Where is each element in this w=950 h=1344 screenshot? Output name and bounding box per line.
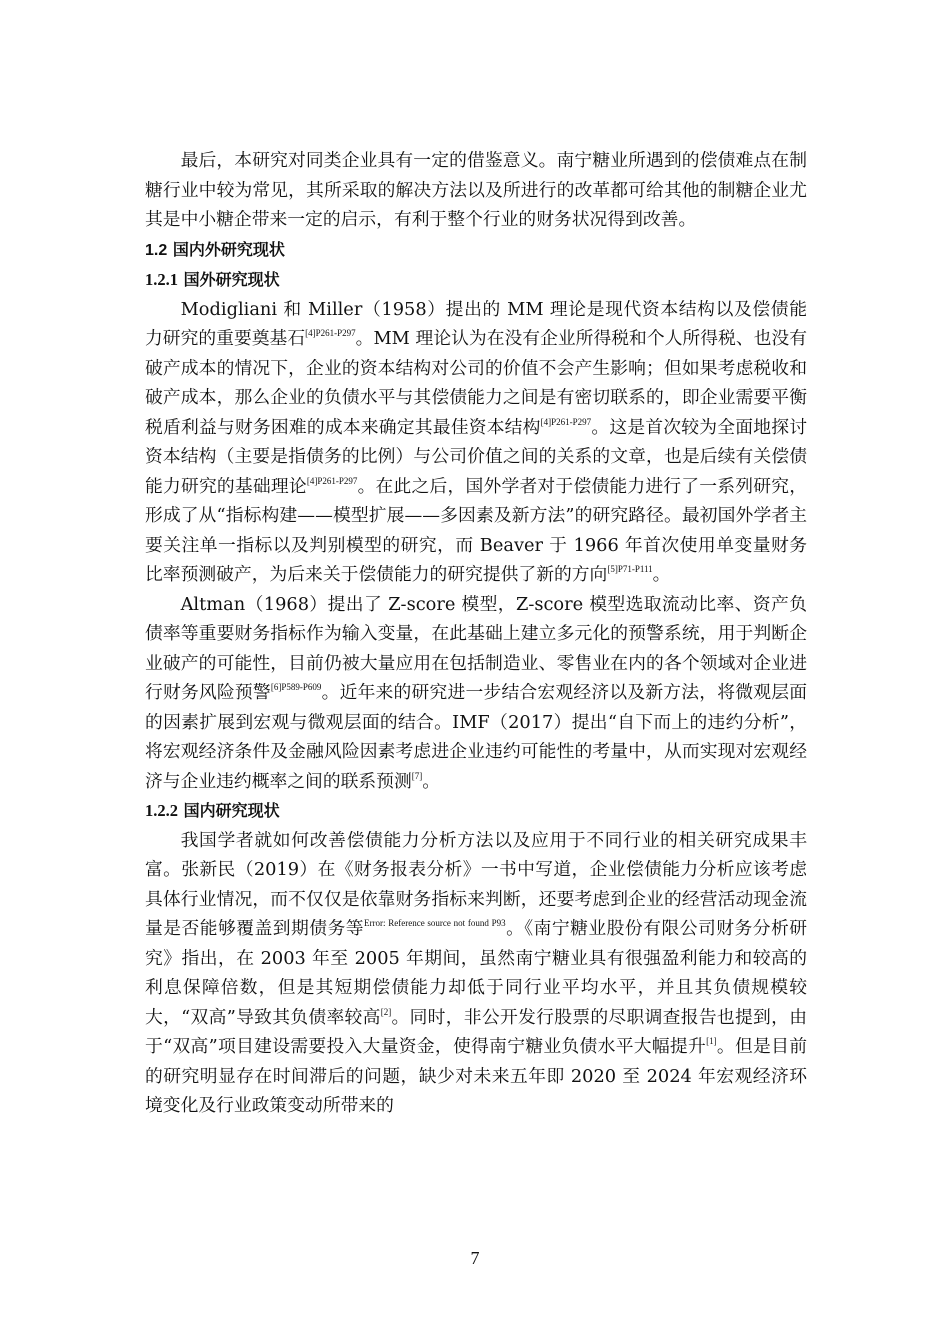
- text-run: 。: [422, 770, 441, 792]
- text-run: 。在此之后，国外学者对于偿债能力进行了一系列研究，形成了从“指标构建——模型扩展——多因素及新方法”的研究路径。最初国外学者主要关注单一指标以及判别模型的研究，而 Beaver 于 1966 年首次使用单变量财务比率预测破产，为后来关于偿债能力的研究提供了新的方向: [145, 475, 807, 585]
- paragraph-significance: [145, 146, 807, 235]
- citation-superscript: [2]: [380, 1006, 392, 1017]
- citation-superscript: [6]P589-P609: [270, 682, 322, 693]
- section-title: 国外研究现状: [183, 270, 280, 289]
- section-title: 国内外研究现状: [172, 239, 285, 259]
- citation-superscript: [4]P261-P297: [305, 328, 356, 339]
- text-run: 。《南宁糖业股份有限公司财务分析研究》指出，在 2003 年至 2005 年期间，虽然南宁糖业具有很强盈利能力和较高的利息保障倍数，但是其短期偿债能力却低于同行业平均水平，并且其负债规模较大，“双高”导致其负债率较高: [145, 918, 807, 1028]
- section-title: 国内研究现状: [183, 801, 280, 820]
- paragraph-mm-theory: [145, 295, 807, 590]
- section-number: 1.2: [145, 241, 168, 259]
- paragraph-altman: [145, 590, 807, 797]
- section-number: 1.2.1: [145, 270, 178, 289]
- citation-superscript: Error: Reference source not found P93: [364, 918, 506, 929]
- text-run: 。近年来的研究进一步结合宏观经济以及新方法，将微观层面的因素扩展到宏观与微观层面的结合。IMF（2017）提出“自下而上的违约分析”，将宏观经济条件及金融风险因素考虑进企业违约可能性的考量中，从而实现对宏观经济与企业违约概率之间的联系预测: [145, 682, 807, 792]
- section-heading-1-2-2: [145, 796, 807, 826]
- paragraph-domestic-research: [145, 826, 807, 1121]
- citation-superscript: [4]P261-P297: [306, 475, 358, 486]
- citation-superscript: [5]P71-P111: [607, 564, 653, 575]
- citation-superscript: [4]P261-P297: [540, 416, 592, 427]
- page-number: 7: [470, 1248, 480, 1268]
- text-run: 最后，本研究对同类企业具有一定的借鉴意义。南宁糖业所遇到的偿债难点在制糖行业中较为常见，其所采取的解决方法以及所进行的改革都可给其他的制糖企业尤其是中小糖企带来一定的启示，有利于整个行业的财务状况得到改善。: [145, 150, 807, 230]
- text-run: Modigliani 和 Miller（1958）提出的 MM 理论是现代资本结构以及偿债能力研究的重要奠基石: [145, 298, 807, 349]
- text-run: 。同时，非公开发行股票的尽职调查报告也提到，由于“双高”项目建设需要投入大量资金，使得南宁糖业负债水平大幅提升: [145, 1006, 807, 1057]
- section-number: 1.2.2: [145, 801, 178, 820]
- text-run: 我国学者就如何改善偿债能力分析方法以及应用于不同行业的相关研究成果丰富。张新民（2019）在《财务报表分析》一书中写道，企业偿债能力分析应该考虑具体行业情况，而不仅仅是依靠财务指标来判断，还要考虑到企业的经营活动现金流量是否能够覆盖到期债务等: [145, 829, 807, 939]
- text-run: 。: [652, 564, 671, 585]
- citation-superscript: [1]: [706, 1036, 717, 1047]
- section-heading-1-2: [145, 235, 807, 266]
- text-run: 。但是目前的研究明显存在时间滞后的问题，缺少对未来五年即 2020 至 2024 年宏观经济环境变化及行业政策变动所带来的: [145, 1036, 807, 1116]
- section-heading-1-2-1: [145, 265, 807, 295]
- page-body: [145, 146, 807, 1121]
- citation-superscript: [7]: [411, 770, 423, 781]
- text-run: 。这是首次较为全面地探讨资本结构（主要是指债务的比例）与公司价值之间的关系的文章，也是后续有关偿债能力研究的基础理论: [145, 416, 807, 497]
- text-run: Altman（1968）提出了 Z-score 模型，Z-score 模型选取流动比率、资产负债率等重要财务指标作为输入变量，在此基础上建立多元化的预警系统，用于判断企业破产的可能性，目前仍被大量应用在包括制造业、零售业在内的各个领域对企业进行财务风险预警: [145, 593, 807, 703]
- text-run: 。MM 理论认为在没有企业所得税和个人所得税、也没有破产成本的情况下，企业的资本结构对公司的价值不会产生影响；但如果考虑税收和破产成本，那么企业的负债水平与其偿债能力之间是有密切联系的，即企业需要平衡税盾利益与财务困难的成本来确定其最佳资本结构: [145, 328, 807, 438]
